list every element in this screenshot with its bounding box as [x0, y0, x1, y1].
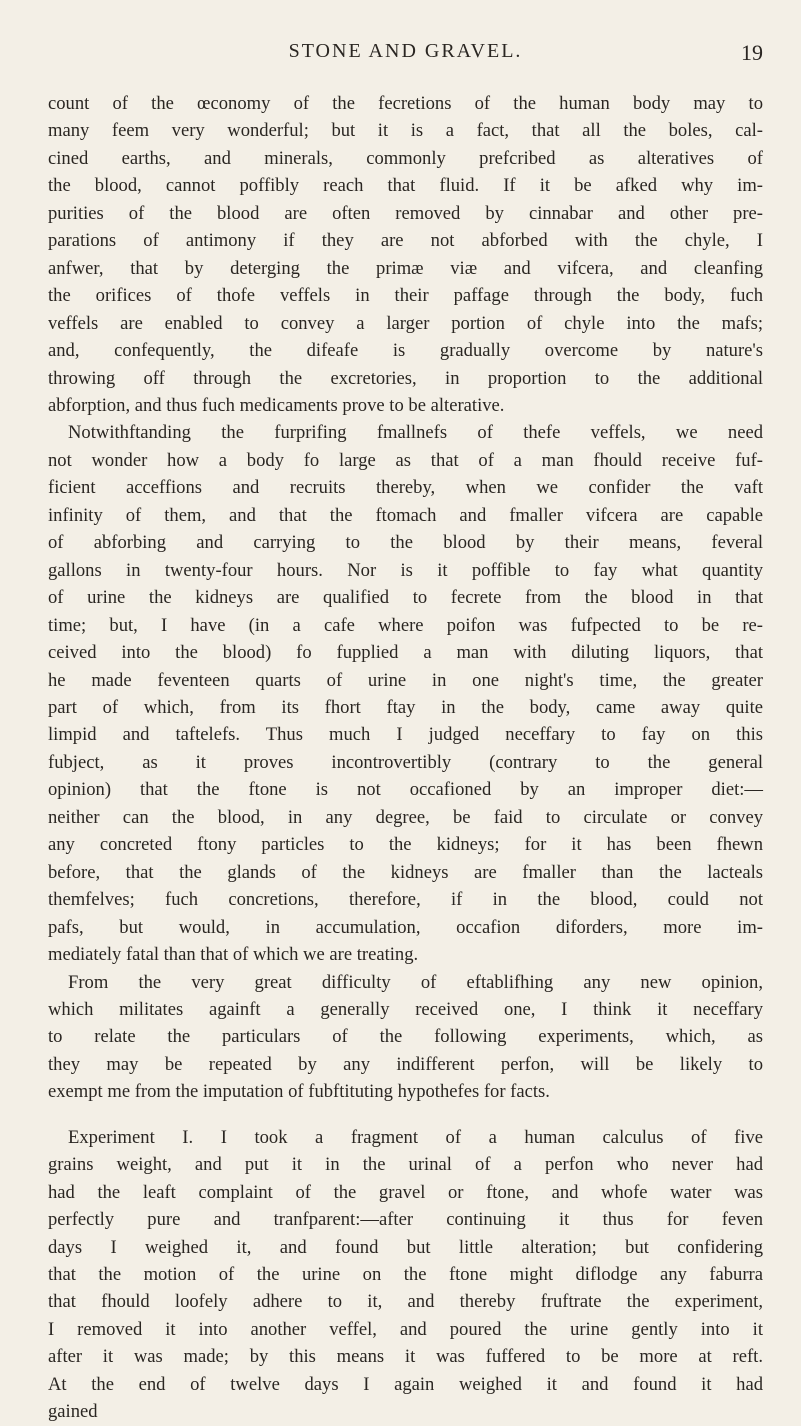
text-line: opinion) that the ftone is not occafioned by an improper diet:— — [48, 779, 763, 801]
text-line: he made feventeen quarts of urine in one night's time, the greater — [48, 669, 763, 691]
text-line: time; but, I have (in a cafe where poifon was fufpected to be re- — [48, 614, 763, 636]
text-line: to relate the particulars of the following experiments, which, as — [48, 1026, 763, 1048]
text-line: limpid and taftelefs. Thus much I judged neceffary to fay on this — [48, 724, 763, 746]
paragraph — [48, 419, 763, 968]
text-line: abforption, and thus fuch medicaments prove to be alterative. — [48, 394, 505, 416]
text-line: themfelves; fuch concretions, therefore, if in the blood, could not — [48, 889, 763, 911]
text-line: and, confequently, the difeafe is gradually overcome by nature's — [48, 340, 763, 362]
text-line: after it was made; by this means it was fuffered to be more at reft. — [48, 1346, 763, 1368]
text-line: many feem very wonderful; but it is a fact, that all the boles, cal- — [48, 120, 763, 142]
text-line: neither can the blood, in any degree, be faid to circulate or convey — [48, 806, 763, 828]
body-text — [48, 90, 763, 1426]
text-line: Experiment I. I took a fragment of a human calculus of five — [68, 1126, 763, 1148]
text-line: ceived into the blood) fo fupplied a man with diluting liquors, that — [48, 642, 763, 664]
text-line: perfectly pure and tranfparent:—after continuing it thus for feven — [48, 1209, 763, 1231]
text-line: mediately fatal than that of which we are treating. — [48, 944, 419, 966]
text-line: the orifices of thofe veffels in their paffage through the body, fuch — [48, 285, 763, 307]
text-line: exempt me from the imputation of fubftituting hypothefes for facts. — [48, 1081, 550, 1103]
text-line: From the very great difficulty of eftablifhing any new opinion, — [68, 971, 763, 993]
text-line: pafs, but would, in accumulation, occafion diforders, more im- — [48, 916, 763, 938]
text-line: before, that the glands of the kidneys are fmaller than the lacteals — [48, 861, 763, 883]
text-line: part of which, from its fhort ftay in the body, came away quite — [48, 696, 763, 718]
text-line: parations of antimony if they are not abforbed with the chyle, I — [48, 230, 763, 252]
text-line: infinity of them, and that the ftomach and fmaller vifcera are capable — [48, 504, 763, 526]
text-line: which militates againft a generally received one, I think it neceffary — [48, 998, 763, 1020]
text-line: purities of the blood are often removed by cinnabar and other pre- — [48, 202, 763, 224]
text-line: throwing off through the excretories, in proportion to the additional — [48, 367, 763, 389]
text-line: grains weight, and put it in the urinal of a perfon who never had — [48, 1154, 763, 1176]
text-line: Notwithftanding the furprifing fmallnefs of thefe veffels, we need — [68, 422, 763, 444]
text-line: of abforbing and carrying to the blood by their means, feveral — [48, 532, 763, 554]
page-number: 19 — [741, 40, 763, 65]
text-line: gallons in twenty-four hours. Nor is it poffible to fay what quantity — [48, 559, 763, 581]
text-line: anfwer, that by deterging the primæ viæ and vifcera, and cleanfing — [48, 257, 763, 279]
text-line: count of the œconomy of the fecretions of the human body may to — [48, 93, 763, 114]
text-line: they may be repeated by any indifferent perfon, will be likely to — [48, 1053, 763, 1075]
page-header — [48, 40, 763, 78]
text-line: that fhould loofely adhere to it, and thereby fruftrate the experiment, — [48, 1291, 763, 1313]
text-line: had the leaft complaint of the gravel or ftone, and whofe water was — [48, 1181, 763, 1203]
text-line: days I weighed it, and found but little alteration; but confidering — [48, 1236, 763, 1258]
paragraph — [48, 969, 763, 1106]
text-line: of urine the kidneys are qualified to fecrete from the blood in that — [48, 587, 763, 609]
text-line: gained — [48, 1401, 98, 1423]
paragraph — [48, 90, 763, 419]
text-line: ficient acceffions and recruits thereby, when we confider the vaft — [48, 477, 763, 499]
text-line: cined earths, and minerals, commonly prefcribed as alteratives of — [48, 147, 763, 169]
paragraph — [48, 1124, 763, 1426]
text-line: I removed it into another veffel, and poured the urine gently into it — [48, 1318, 763, 1340]
text-line: veffels are enabled to convey a larger portion of chyle into the mafs; — [48, 312, 763, 334]
running-head: STONE AND GRAVEL. — [288, 40, 523, 62]
text-line: fubject, as it proves incontrovertibly (contrary to the general — [48, 751, 763, 773]
text-line: not wonder how a body fo large as that of a man fhould receive fuf- — [48, 449, 763, 471]
text-line: the blood, cannot poffibly reach that fluid. If it be afked why im- — [48, 175, 763, 197]
text-line: that the motion of the urine on the ftone might diflodge any faburra — [48, 1264, 763, 1286]
text-line: At the end of twelve days I again weighed it and found it had — [48, 1373, 763, 1395]
text-line: any concreted ftony particles to the kidneys; for it has been fhewn — [48, 834, 763, 856]
